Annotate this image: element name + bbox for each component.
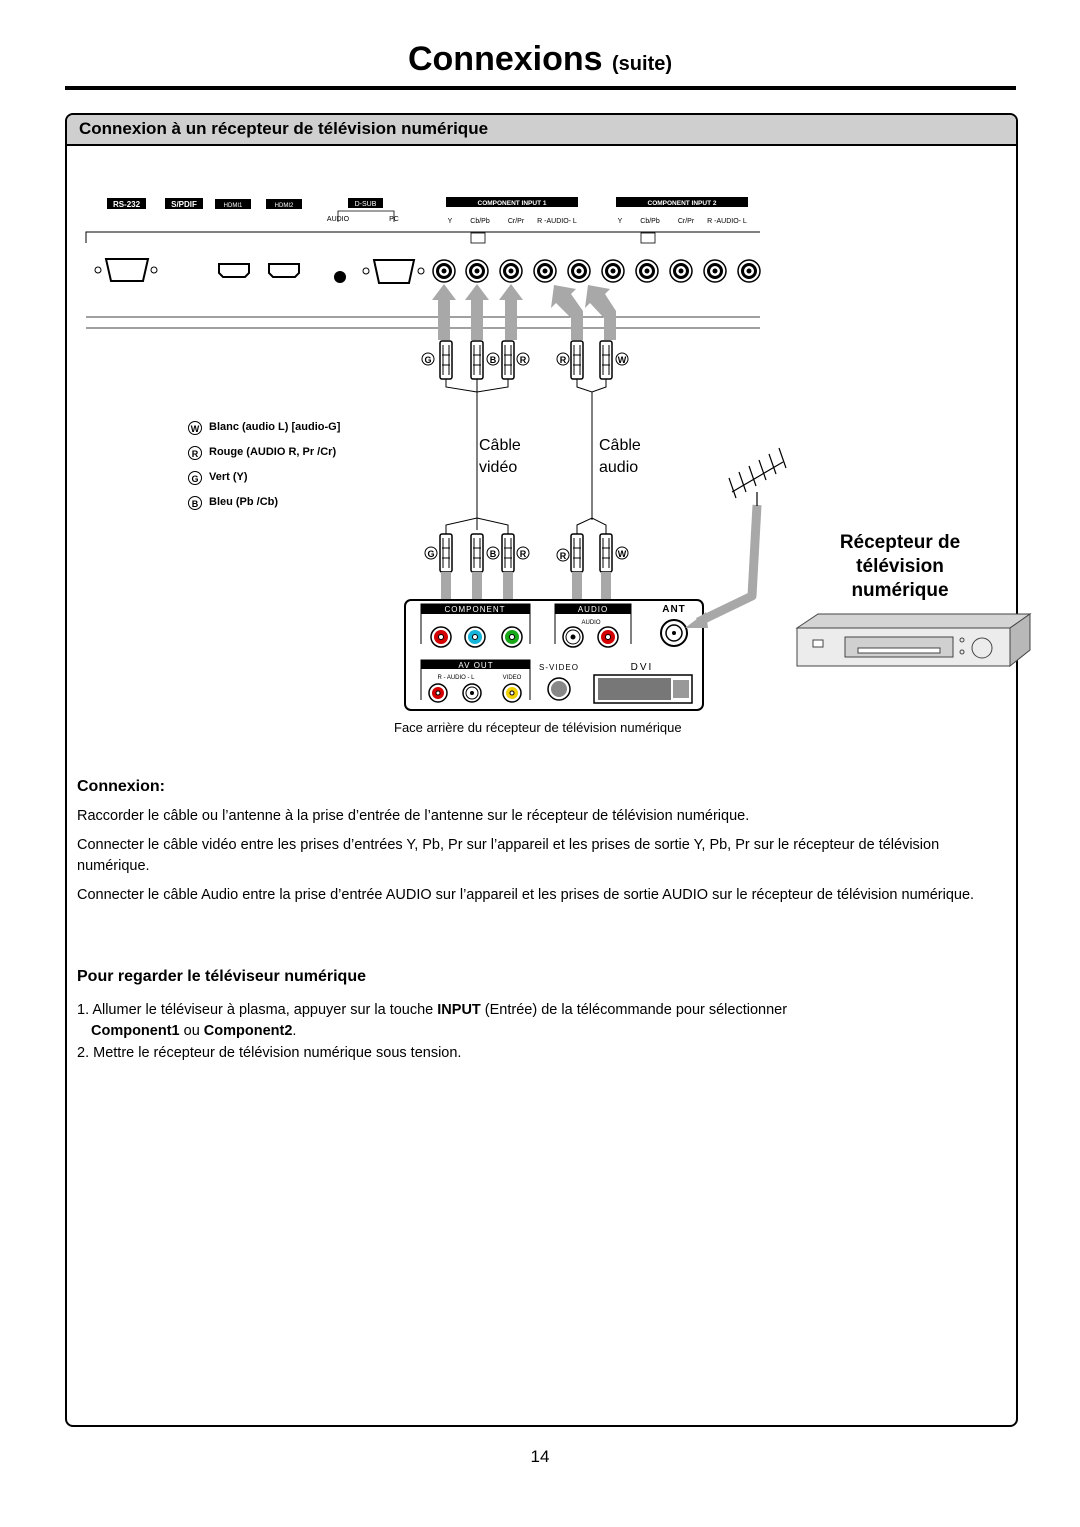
- component1-label: COMPONENT INPUT 1: [477, 200, 547, 207]
- spdif-label: S/PDIF: [171, 200, 197, 209]
- audio-cable-line2: audio: [599, 459, 639, 476]
- rx-raudiol-label: R - AUDIO - L: [437, 675, 475, 681]
- cables: [446, 379, 606, 540]
- dsub-audio-label: AUDIO: [326, 216, 350, 223]
- connection-diagram: [0, 0, 1080, 760]
- connexion-paragraph-3: Connecter le câble Audio entre la prise d’entrée AUDIO sur l’appareil et les prises de sortie AUDIO sur le récepteur de télévision numérique.: [77, 887, 975, 903]
- plug-letter-r-bottom2: R: [559, 551, 567, 561]
- signal-arrows-up: [432, 284, 616, 340]
- step1-text-a: 1. Allumer le téléviseur à plasma, appuyer sur la touche: [77, 1002, 438, 1018]
- step1-component2: Component2: [203, 1023, 293, 1039]
- legend-letter-w: W: [190, 424, 200, 434]
- rx-audio-small-label: AUDIO: [581, 620, 601, 626]
- dsub-label: D-SUB: [354, 201, 377, 208]
- receiver-label-line3: numérique: [851, 580, 949, 601]
- c2-crpr-label: Cr/Pr: [677, 218, 695, 225]
- receiver-label-line2: télévision: [856, 556, 944, 577]
- antenna-icon: [729, 448, 786, 506]
- step1-text-c: (Entrée) de la télécommande pour sélectionner: [480, 1002, 788, 1018]
- watch-heading: Pour regarder le téléviseur numérique: [77, 968, 366, 985]
- component2-label: COMPONENT INPUT 2: [647, 200, 717, 207]
- audio-cable-label: [599, 435, 641, 479]
- plug-letter-g-top: G: [424, 355, 432, 365]
- legend-blue: Bleu (Pb /Cb): [209, 496, 279, 508]
- rx-video-label: VIDEO: [502, 675, 522, 681]
- legend-letter-g: G: [191, 474, 199, 484]
- c1-y-label: Y: [447, 218, 453, 225]
- cable-plugs-bottom: [425, 534, 628, 572]
- cable-plugs-top: [422, 341, 628, 379]
- legend-white: Blanc (audio L) [audio-G]: [209, 421, 341, 433]
- receiver-label: [815, 531, 985, 603]
- page-number: 14: [530, 1447, 550, 1466]
- receiver-device-icon: [797, 614, 1030, 666]
- hdmi1-label: HDMI1: [223, 203, 243, 209]
- rx-svideo-label: S-VIDEO: [539, 663, 579, 672]
- section-heading: Connexion à un récepteur de télévision numérique: [79, 119, 489, 138]
- video-cable-line2: vidéo: [479, 459, 518, 476]
- title-sub: (suite): [612, 53, 673, 75]
- c1-crpr-label: Cr/Pr: [507, 218, 525, 225]
- c2-y-label: Y: [617, 218, 623, 225]
- legend-letter-b: B: [191, 499, 199, 509]
- c2-cbpb-label: Cb/Pb: [640, 218, 660, 225]
- c1-audio-label: R -AUDIO- L: [537, 218, 577, 225]
- video-cable-label: [479, 435, 521, 479]
- c1-cbpb-label: Cb/Pb: [470, 218, 490, 225]
- connexion-paragraph-2: Connecter le câble vidéo entre les prises d’entrées Y, Pb, Pr sur l’appareil et les prises de sortie Y, Pb, Pr sur le récepteur de télévision numérique.: [77, 837, 940, 874]
- rx-avout-label: AV OUT: [458, 661, 494, 670]
- plug-letter-r-bottom1: R: [519, 549, 527, 559]
- rx-component-label: COMPONENT: [444, 605, 506, 614]
- step1-input-key: INPUT: [437, 1002, 481, 1018]
- title-main: Connexions: [407, 40, 603, 78]
- plug-letter-w-top: W: [617, 355, 627, 365]
- dsub-pc-label: PC: [389, 216, 399, 223]
- plug-letter-g-bottom: G: [427, 549, 435, 559]
- c2-audio-label: R -AUDIO- L: [707, 218, 747, 225]
- hdmi2-label: HDMI2: [274, 203, 294, 209]
- legend-letter-r: R: [191, 449, 199, 459]
- plug-letter-w-bottom: W: [617, 549, 627, 559]
- rx-audio-label: AUDIO: [577, 605, 609, 614]
- color-legend-icons: [189, 422, 202, 510]
- audio-cable-line1: Câble: [599, 437, 641, 454]
- diagram-caption: Face arrière du récepteur de télévision numérique: [394, 720, 682, 735]
- connexion-heading: Connexion:: [77, 778, 165, 795]
- watch-step-1: [77, 1000, 1012, 1042]
- plug-letter-r-top1: R: [519, 355, 527, 365]
- step1-ou: ou: [179, 1023, 204, 1039]
- step1-period: .: [292, 1023, 297, 1039]
- legend-red: Rouge (AUDIO R, Pr /Cr): [209, 446, 337, 458]
- legend-green: Vert (Y): [209, 471, 248, 483]
- watch-step-2: 2. Mettre le récepteur de télévision numérique sous tension.: [77, 1045, 462, 1061]
- connexion-paragraph-1: Raccorder le câble ou l’antenne à la prise d’entrée de l’antenne sur le récepteur de télévision numérique.: [77, 808, 750, 824]
- rx-ant-label: ANT: [662, 604, 686, 615]
- rs232-label: RS-232: [112, 200, 141, 209]
- plug-letter-r-top2: R: [559, 355, 567, 365]
- plug-letter-b-top: B: [489, 355, 497, 365]
- receiver-label-line1: Récepteur de: [839, 532, 961, 553]
- plug-letter-b-bottom: B: [489, 549, 497, 559]
- video-cable-line1: Câble: [479, 437, 521, 454]
- rx-dvi-label: DVI: [630, 662, 654, 673]
- tv-back-panel: [86, 197, 760, 328]
- step1-component1: Component1: [91, 1023, 180, 1039]
